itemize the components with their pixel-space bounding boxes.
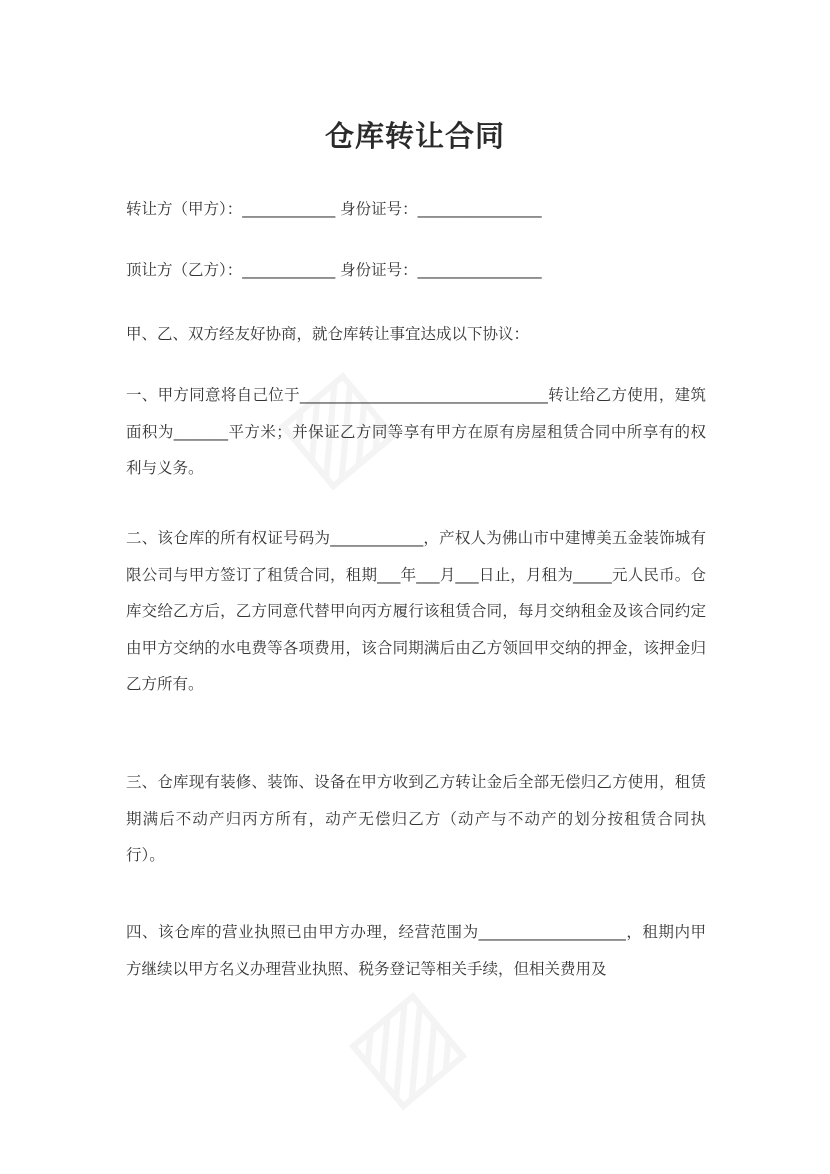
clause-4: 四、该仓库的营业执照已由甲方办理，经营范围为___________________，租期内甲方继续以甲方名义办理营业执照、税务登记等相关手续，但相关费用及 xyxy=(126,923,706,978)
clause-1: 一、甲方同意将自己位于________________________________转让给乙方使用，建筑面积为_______平方米；并保证乙方同等享有甲方在原有房屋租赁合同中所享有的权利与义务。 xyxy=(126,386,706,478)
transferee-line: 顶让方（乙方）：____________ 身份证号：________________ xyxy=(126,261,542,279)
clause-2: 二、该仓库的所有权证号码为____________，产权人为佛山市中建博美五金装饰城有限公司与甲方签订了租赁合同，租期___年___月___日止，月租为_____元人民币。仓库交给乙方后，乙方同意代替甲向丙方履行该租赁合同，每月交纳租金及该合同约定由甲方交纳的水电费等各项费用，该合同期满后由乙方领回甲交纳的押金，该押金归乙方所有。 xyxy=(126,529,706,694)
clause-3: 三、仓库现有装修、装饰、设备在甲方收到乙方转让金后全部无偿归乙方使用，租赁期满后不动产归丙方所有，动产无偿归乙方（动产与不动产的划分按租赁合同执行）。 xyxy=(126,773,706,865)
transferor-line: 转让方（甲方）：____________ 身份证号：________________ xyxy=(126,200,542,218)
document-title: 仓库转让合同 xyxy=(324,119,505,153)
intro-line: 甲、乙、双方经友好协商，就仓库转让事宜达成以下协议： xyxy=(126,325,530,343)
